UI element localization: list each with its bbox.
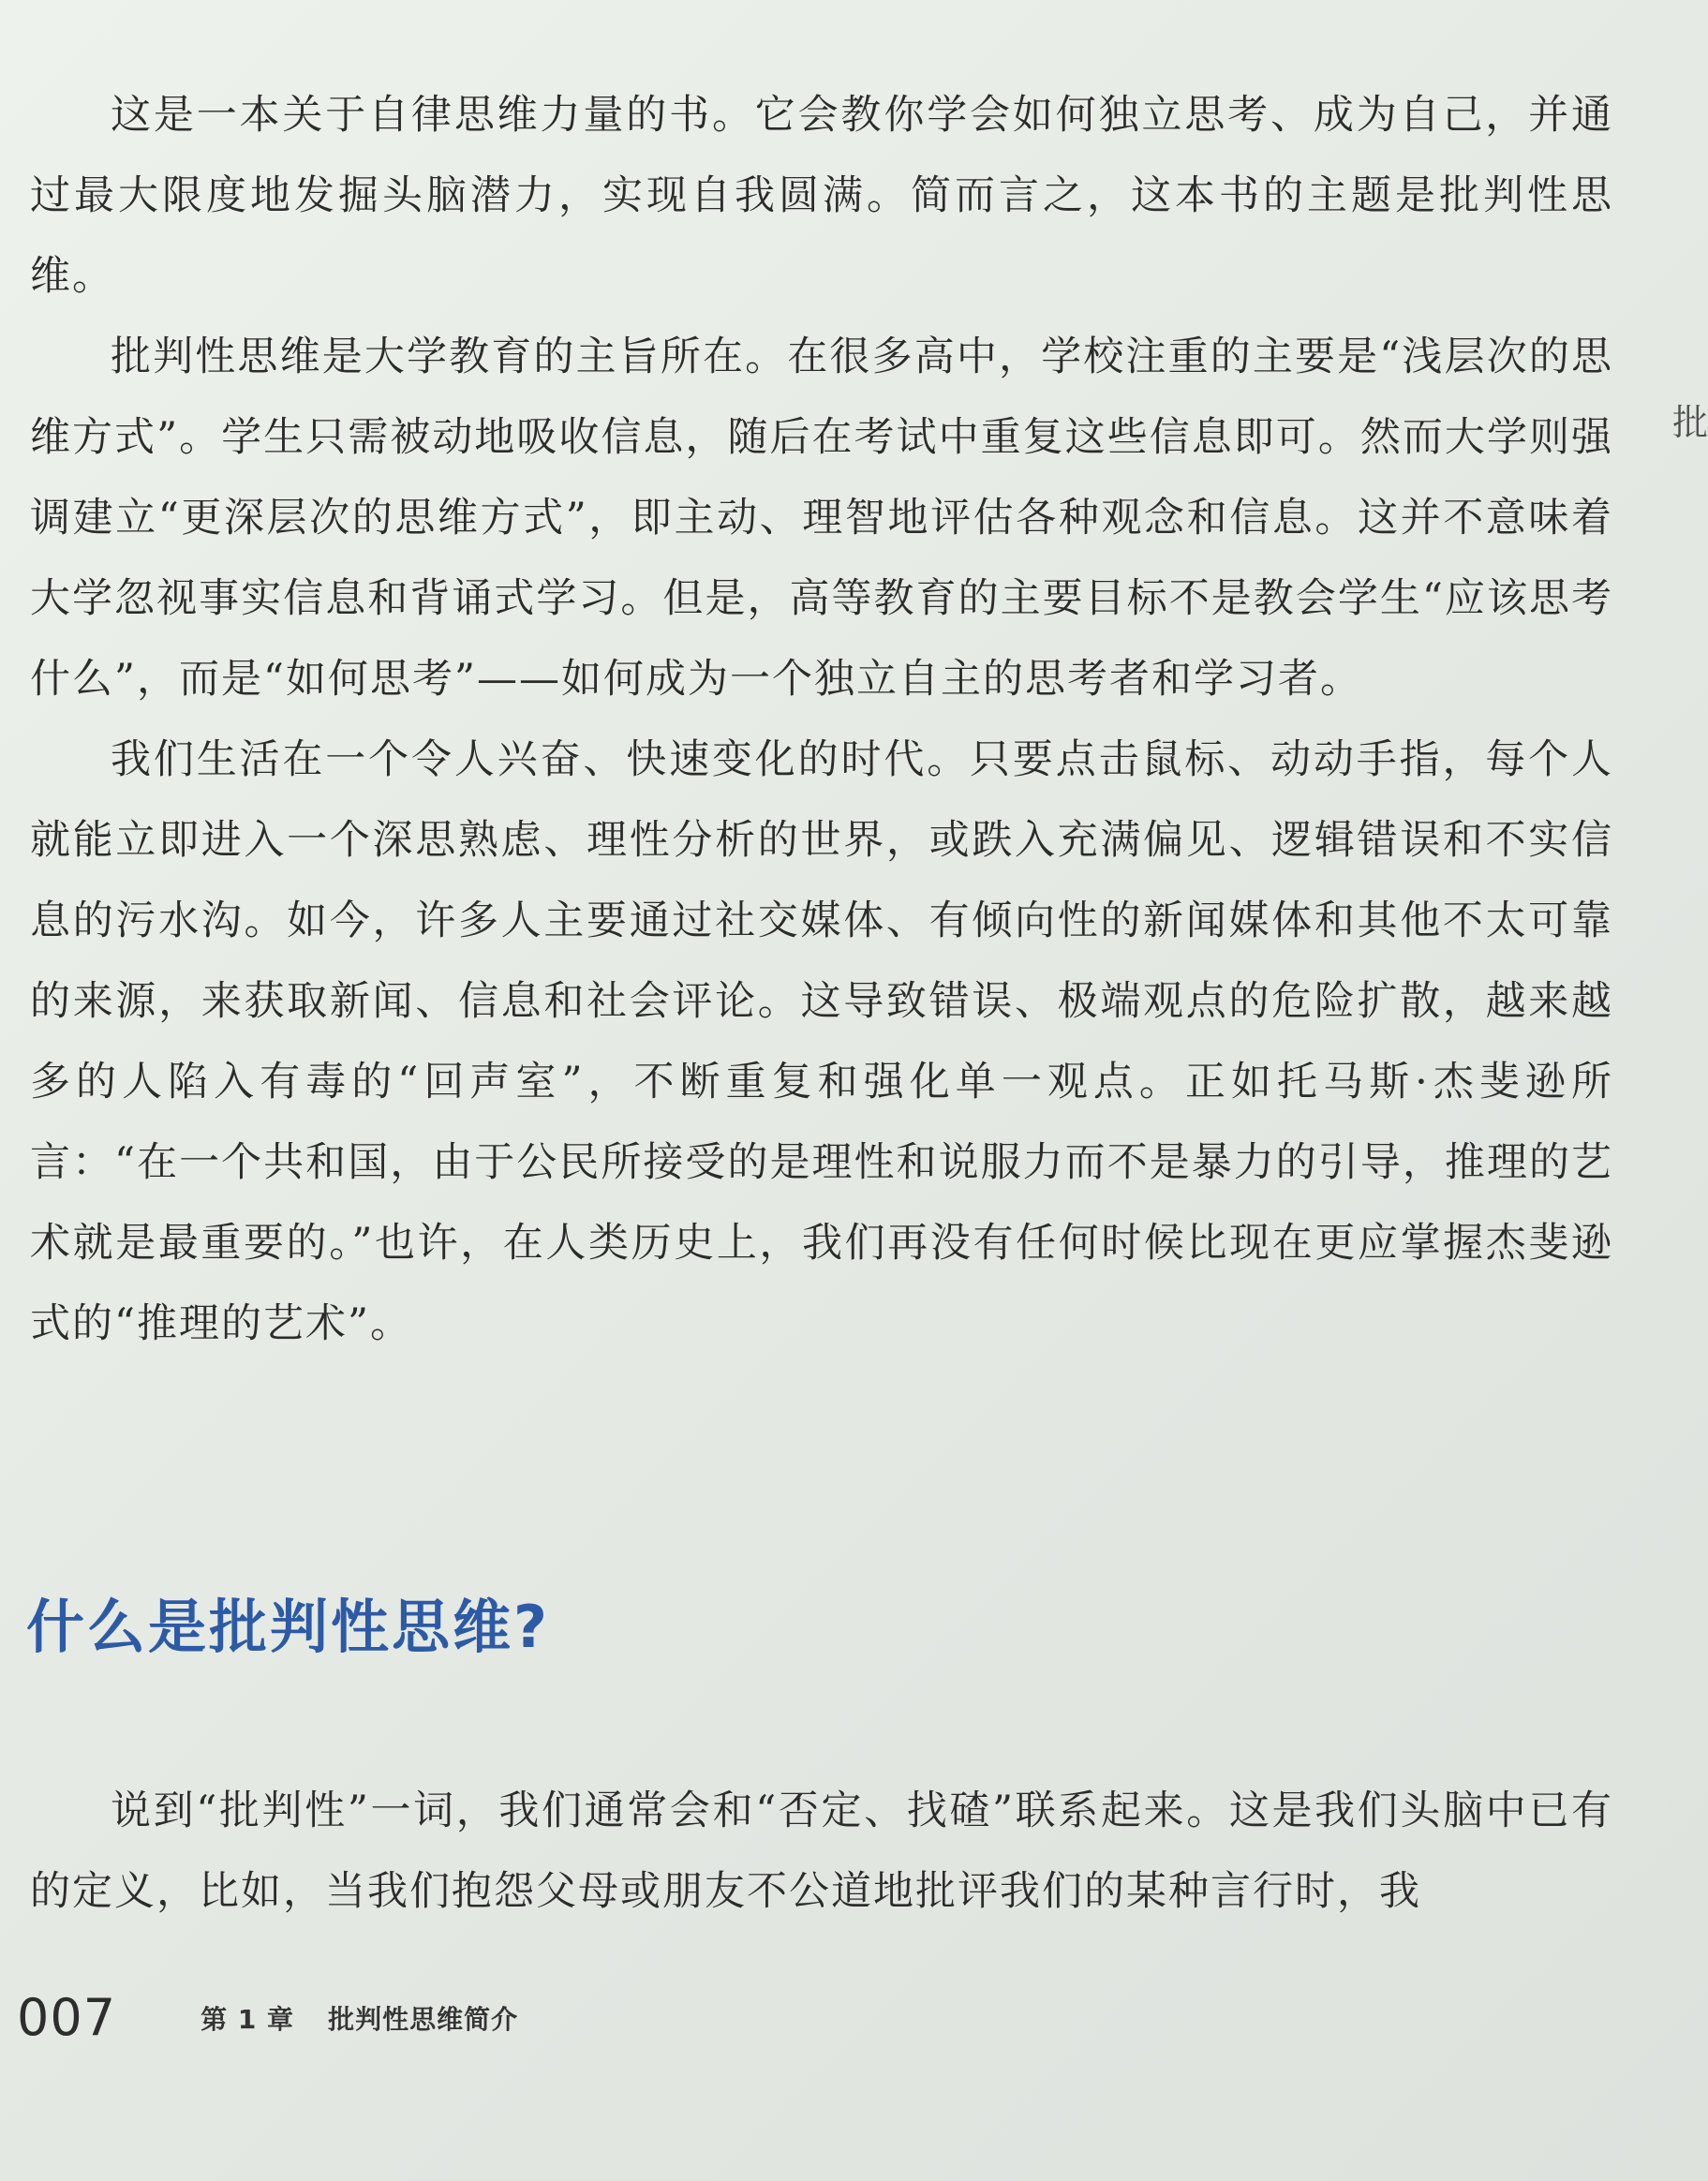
- section-text-block: [30, 1771, 1613, 1932]
- paragraph-critical-definition: 说到“批判性”一词，我们通常会和“否定、找碴”联系起来。这是我们头脑中已有的定义，比如，当我们抱怨父母或朋友不公道地批评我们的某种言行时，我: [30, 1788, 1613, 1915]
- section-heading: 什么是批判性思维?: [26, 1593, 550, 1661]
- facing-page-edge-character: 批: [1671, 402, 1708, 443]
- paragraph-university: 批判性思维是大学教育的主旨所在。在很多高中，学校注重的主要是“浅层次的思维方式”。学生只需被动地吸收信息，随后在考试中重复这些信息即可。然而大学则强调建立“更深层次的思维方式”，即主动、理智地评估各种观念和信息。这并不意味着大学忽视事实信息和背诵式学习。但是，高等教育的主要目标不是教会学生“应该思考什么”，而是“如何思考”——如何成为一个独立自主的思考者和学习者。: [30, 334, 1613, 703]
- paragraph-era: 我们生活在一个令人兴奋、快速变化的时代。只要点击鼠标、动动手指，每个人就能立即进入一个深思熟虑、理性分析的世界，或跌入充满偏见、逻辑错误和不实信息的污水沟。如今，许多人主要通过社交媒体、有倾向性的新闻媒体和其他不太可靠的来源，来获取新闻、信息和社会评论。这导致错误、极端观点的危险扩散，越来越多的人陷入有毒的“回声室”，不断重复和强化单一观点。正如托马斯·杰斐逊所言：“在一个共和国，由于公民所接受的是理性和说服力而不是暴力的引导，推理的艺术就是最重要的。”也许，在人类历史上，我们再没有任何时候比现在更应掌握杰斐逊式的“推理的艺术”。: [30, 736, 1613, 1347]
- paragraph-intro: 这是一本关于自律思维力量的书。它会教你学会如何独立思考、成为自己，并通过最大限度地发掘头脑潜力，实现自我圆满。简而言之，这本书的主题是批判性思维。: [30, 92, 1613, 300]
- page-number: 007: [17, 1988, 117, 2047]
- main-text-block: [30, 75, 1613, 1364]
- page-footer: [17, 1988, 518, 2047]
- chapter-label: 第 1 章: [201, 2003, 295, 2035]
- chapter-title: 批判性思维简介: [328, 2003, 519, 2035]
